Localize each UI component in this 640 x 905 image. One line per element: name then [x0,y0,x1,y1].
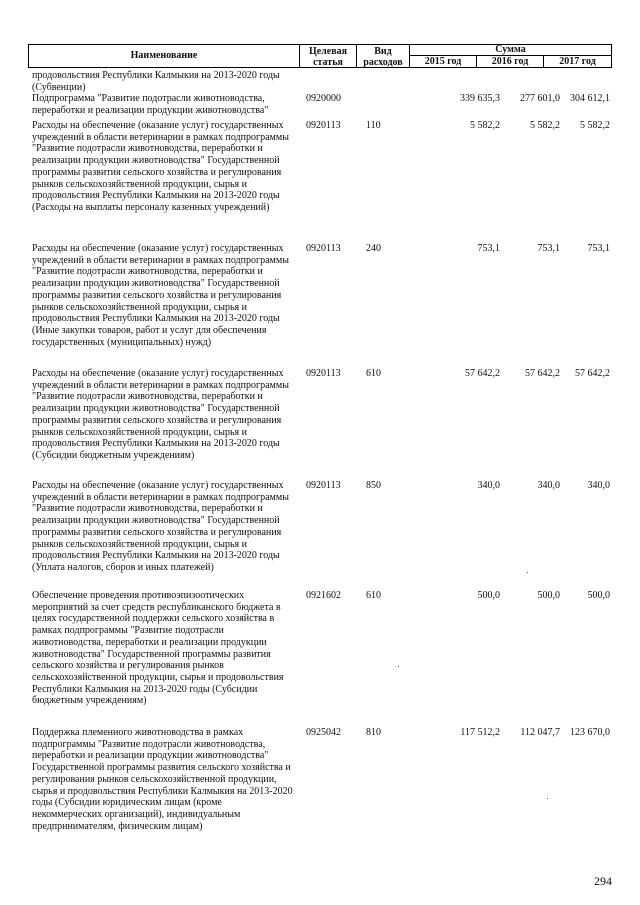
row-vid: 850 [366,480,381,491]
row-sum-2017: 123 670,0 [570,727,610,738]
header-name: Наименование [28,44,300,68]
row-sum-2015: 753,1 [477,243,500,254]
row-sum-2015: 5 582,2 [470,120,500,131]
row-sum-2017: 753,1 [587,243,610,254]
row-vid: 610 [366,368,381,379]
row-name: Расходы на обеспечение (оказание услуг) государственных учреждений в области ветеринарии в рамках подпрограммы "Развитие подотрасли животноводства, переработки и реализации продукции животноводства" Государственной программы развития сельского хозяйства и регулирования рынков сельскохозяйственной продукции, сырья и продовольствия Республики Калмыкия на 2013-2020 годы (Иные закупки товаров, работ и услуг для обеспечения государственных (муниципальных) нужд) [32,243,289,348]
row-sum-2015: 57 642,2 [465,368,500,379]
row-sum-2016: 112 047,7 [520,727,560,738]
scan-speck [547,798,548,799]
row-target-code: 0920113 [306,480,341,491]
scan-speck [527,572,528,573]
header-summa: Сумма [409,44,612,56]
row-sum-2017: 5 582,2 [580,120,610,131]
row-sum-2016: 277 601,0 [520,93,560,104]
row-sum-2016: 753,1 [537,243,560,254]
row-name: продовольствия Республики Калмыкия на 2013-2020 годы (Субвенции) [32,70,280,93]
row-sum-2016: 340,0 [537,480,560,491]
row-vid: 610 [366,590,381,601]
row-vid: 240 [366,243,381,254]
header-vid-label: Вид расходов [363,46,403,68]
row-sum-2016: 57 642,2 [525,368,560,379]
row-target-code: 0920113 [306,120,341,131]
row-target-code: 0920113 [306,368,341,379]
row-target-code: 0921602 [306,590,341,601]
page-number: 294 [594,874,612,888]
row-target-code: 0920113 [306,243,341,254]
row-sum-2017: 340,0 [587,480,610,491]
row-sum-2015: 500,0 [477,590,500,601]
row-sum-2015: 340,0 [477,480,500,491]
row-sum-2015: 117 512,2 [460,727,500,738]
row-target-code: 0925042 [306,727,341,738]
row-sum-2017: 57 642,2 [575,368,610,379]
row-sum-2016: 5 582,2 [530,120,560,131]
row-sum-2017: 304 612,1 [570,93,610,104]
table-header [28,44,612,68]
row-vid: 110 [366,120,381,131]
header-2015: 2015 год [409,55,477,68]
row-name: Расходы на обеспечение (оказание услуг) государственных учреждений в области ветеринарии в рамках подпрограммы "Развитие подотрасли животноводства, переработки и реализации продукции животноводства" Государственной программы развития сельского хозяйства и регулирования рынков сельскохозяйственной продукции, сырья и продовольствия Республики Калмыкия на 2013-2020 годы (Субсидии бюджетным учреждениям) [32,368,289,461]
row-sum-2017: 500,0 [587,590,610,601]
header-target [299,44,357,68]
row-target-code: 0920000 [306,93,341,104]
header-2016: 2016 год [476,55,544,68]
row-name: Подпрограмма "Развитие подотрасли животноводства, переработки и реализации продукции животноводства" [32,93,269,116]
row-vid: 810 [366,727,381,738]
row-name: Расходы на обеспечение (оказание услуг) государственных учреждений в области ветеринарии в рамках подпрограммы "Развитие подотрасли животноводства, переработки и реализации продукции животноводства" Государственной программы развития сельского хозяйства и регулирования рынков сельскохозяйственной продукции, сырья и продовольствия Республики Калмыкия на 2013-2020 годы (Расходы на выплаты персоналу казенных учреждений) [32,120,289,213]
header-target-label: Целевая статья [308,46,348,68]
scan-speck [398,666,399,667]
header-2017: 2017 год [543,55,612,68]
header-vid [356,44,410,68]
row-name: Обеспечение проведения противоэпизоотических мероприятий за счет средств республиканского бюджета в целях государственной поддержки сельского хозяйства в рамках подпрограммы "Развитие подотрасли животноводства, переработки и реализации продукции животноводства" Государственной программы развития сельского хозяйства и регулирования рынков сельскохозяйственной продукции, сырья и продовольствия Республики Калмыкия на 2013-2020 годы (Субсидии бюджетным учреждениям) [32,590,284,707]
row-name: Поддержка племенного животноводства в рамках подпрограммы "Развитие подотрасли животноводства, переработки и реализации продукции животноводства" Государственной программы развития сельского хозяйства и регулирования рынков сельскохозяйственной продукции, сырья и продовольствия Республики Калмыкия на 2013-2020 годы (Субсидии юридическим лицам (кроме некоммерческих организаций), индивидуальным предпринимателям, физическим лицам) [32,727,293,832]
row-name: Расходы на обеспечение (оказание услуг) государственных учреждений в области ветеринарии в рамках подпрограммы "Развитие подотрасли животноводства, переработки и реализации продукции животноводства" Государственной программы развития сельского хозяйства и регулирования рынков сельскохозяйственной продукции, сырья и продовольствия Республики Калмыкия на 2013-2020 годы (Уплата налогов, сборов и иных платежей) [32,480,289,573]
row-sum-2015: 339 635,3 [460,93,500,104]
row-sum-2016: 500,0 [537,590,560,601]
